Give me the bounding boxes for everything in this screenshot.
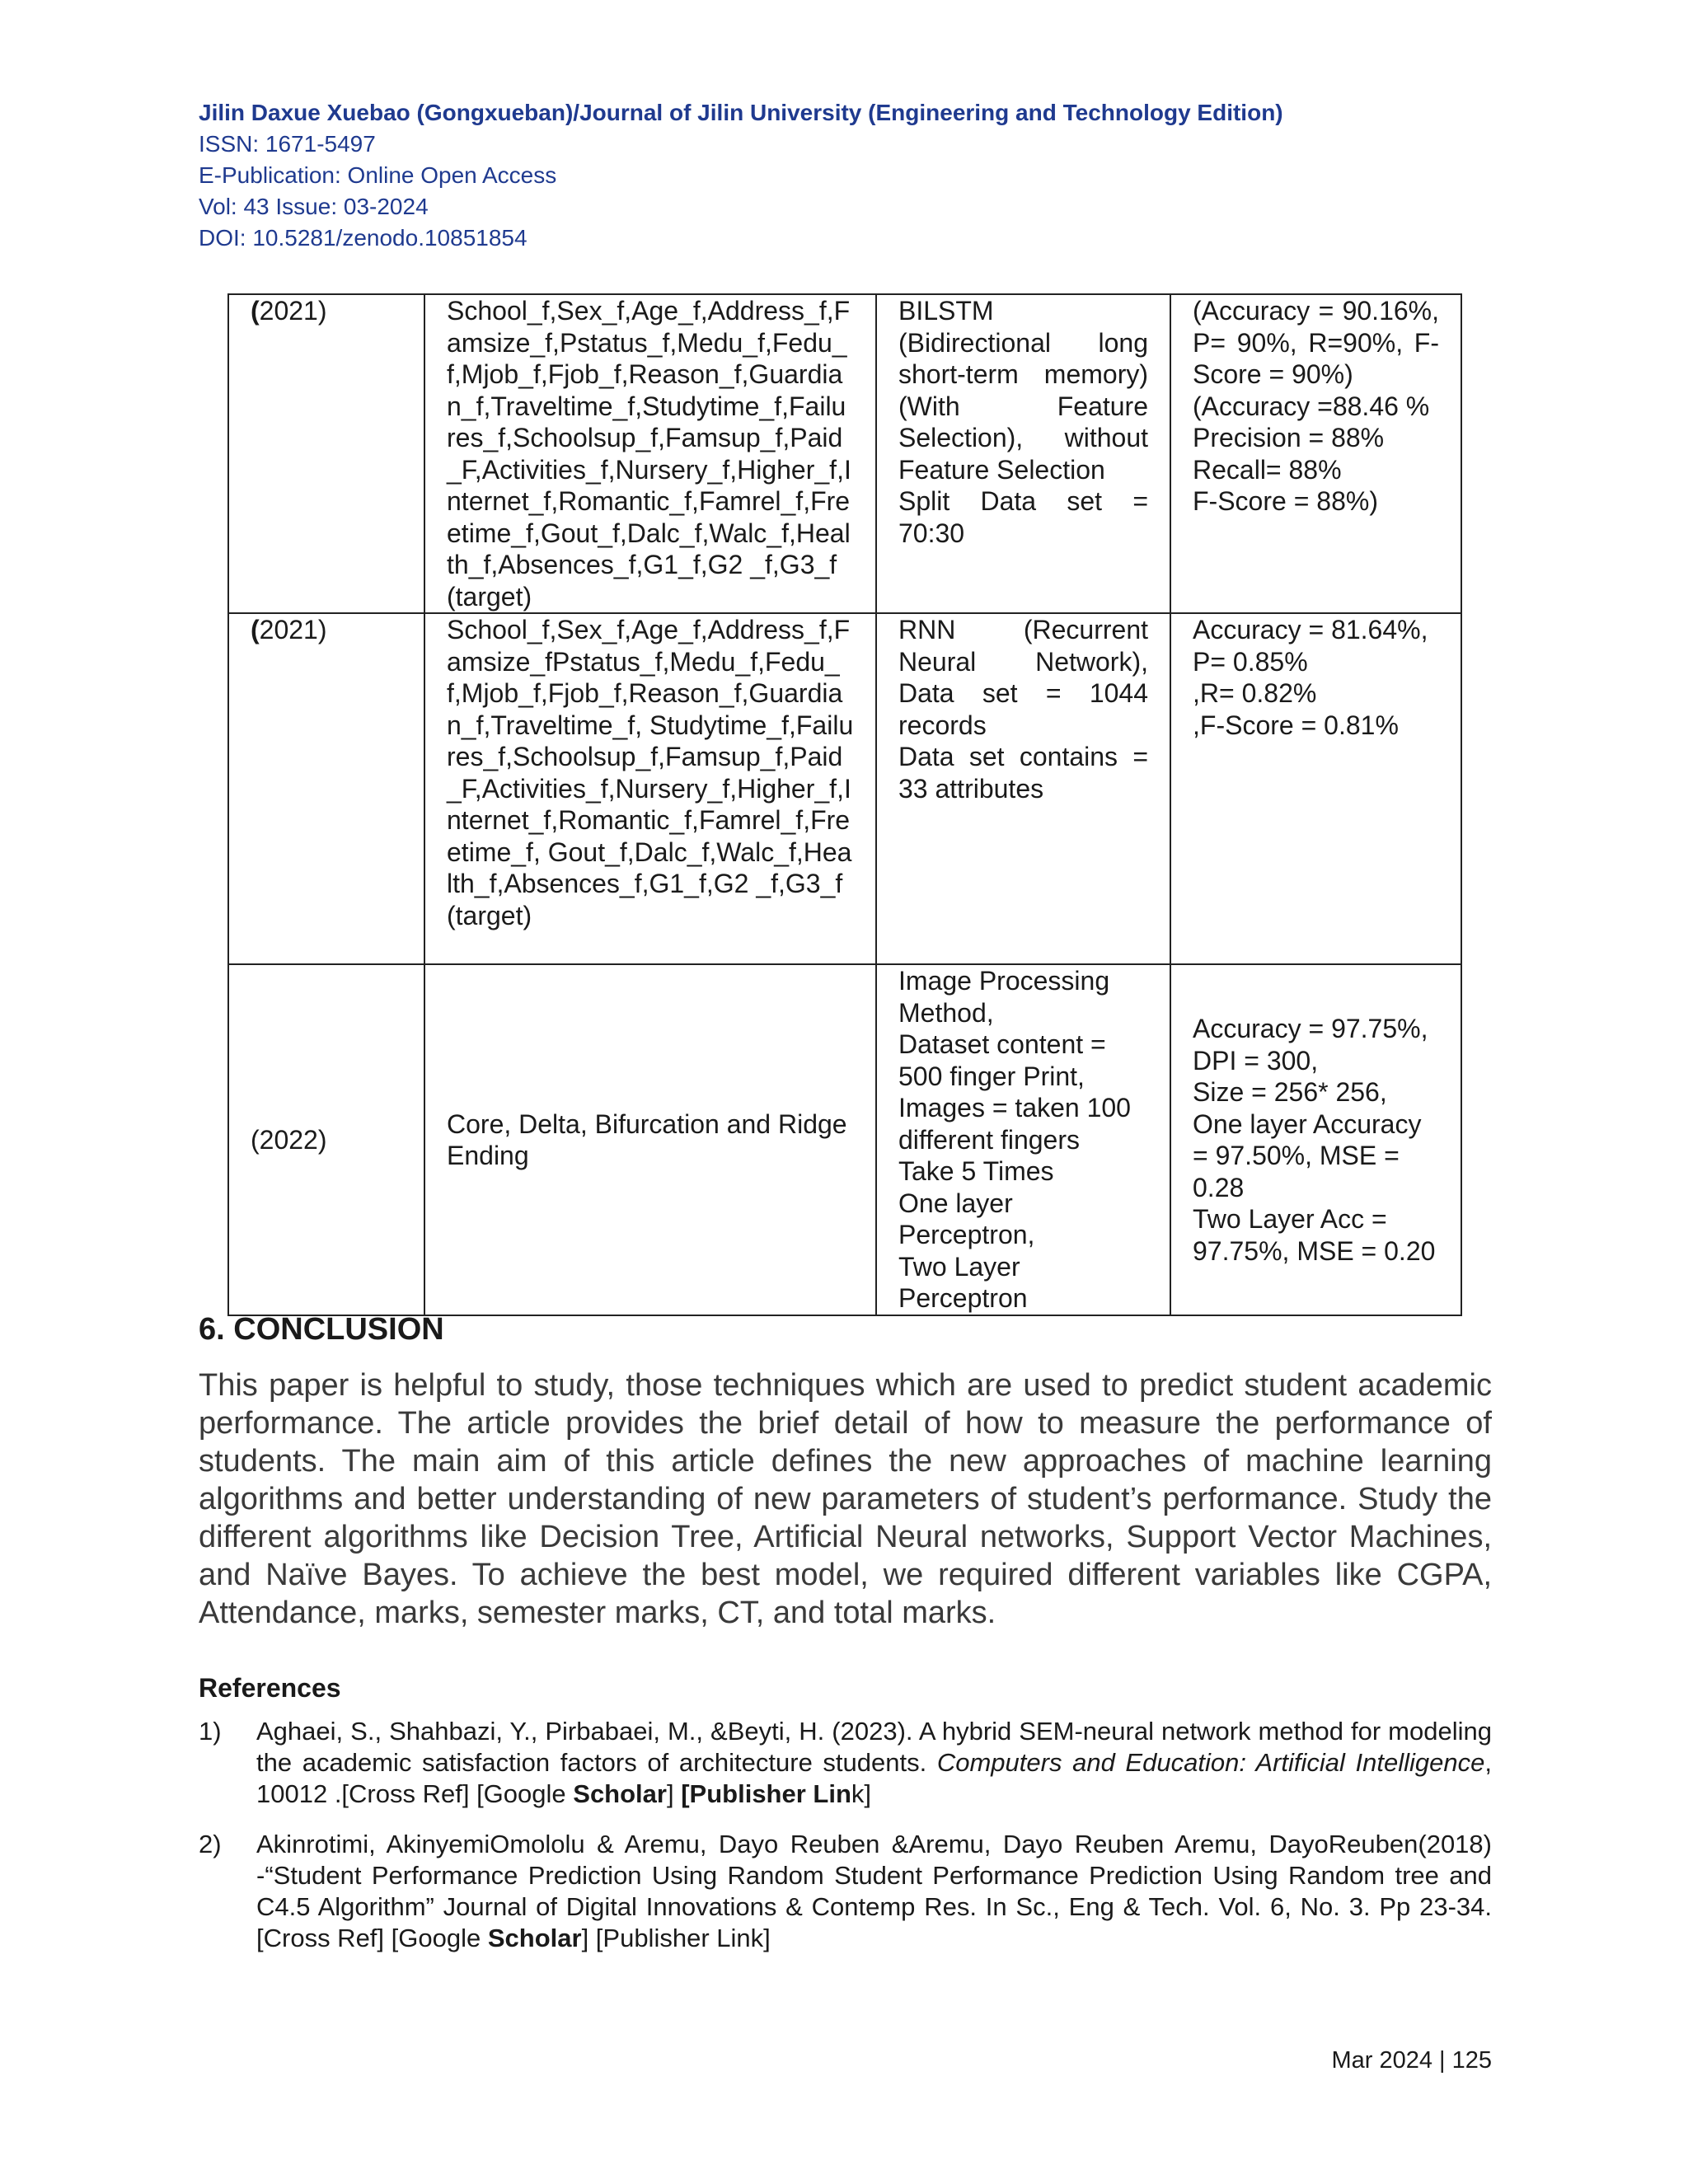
table-row bbox=[228, 613, 1461, 964]
results-cell: Accuracy = 81.64%, P= 0.85% ,R= 0.82% ,F-Score = 0.81% bbox=[1170, 613, 1461, 964]
page-footer: Mar 2024 | 125 bbox=[1331, 2047, 1492, 2074]
section-heading: 6. CONCLUSION bbox=[199, 1312, 444, 1347]
conclusion-paragraph: This paper is helpful to study, those techniques which are used to predict student academic performance. The article provides the brief detail of how to measure the performance of students. The main aim of this article defines the new approaches of machine learning algorithms and better understanding of new parameters of student’s performance. Study the different algorithms like Decision Tree, Artificial Neural networks, Support Vector Machines, and Naïve Bayes. To achieve the best model, we required different variables like CGPA, Attendance, marks, semester marks, CT, and total marks. bbox=[199, 1368, 1492, 1630]
references-heading: References bbox=[199, 1673, 341, 1703]
journal-issn: ISSN: 1671-5497 bbox=[199, 131, 376, 157]
journal-doi: DOI: 10.5281/zenodo.10851854 bbox=[199, 225, 528, 251]
google-scholar-link[interactable]: Scholar bbox=[487, 1924, 582, 1952]
features-cell: Core, Delta, Bifurcation and Ridge Ending bbox=[424, 964, 876, 1315]
journal-publication: E-Publication: Online Open Access bbox=[199, 162, 557, 188]
publisher-link[interactable]: [Publisher Lin bbox=[681, 1779, 851, 1808]
results-cell: Accuracy = 97.75%, DPI = 300, Size = 256* 256, One layer Accuracy = 97.50%, MSE = 0.28 Two Layer Acc = 97.75%, MSE = 0.20 bbox=[1170, 964, 1461, 1315]
reference-number: 1) bbox=[199, 1717, 222, 1746]
table-row bbox=[228, 294, 1461, 613]
journal-header bbox=[199, 97, 1517, 254]
reference-text: Aghaei, S., Shahbazi, Y., Pirbabaei, M., &Beyti, H. (2023). A hybrid SEM-neural network method for modeling the academic satisfaction factors of architecture students. Computers and Education: Artificial Intelligence, 10012 .[Cross Ref] [Google Scholar] [Publisher Link] bbox=[256, 1717, 1492, 1808]
journal-title: Jilin Daxue Xuebao (Gongxueban)/Journal of Jilin University (Engineering and Technology Edition) bbox=[199, 100, 1283, 125]
literature-table bbox=[227, 293, 1462, 1316]
method-cell: RNN (Recurrent Neural Network), Data set = 1044 records Data set contains = 33 attributes bbox=[876, 613, 1170, 964]
features-cell: School_f,Sex_f,Age_f,Address_f,Famsize_fPstatus_f,Medu_f,Fedu_f,Mjob_f,Fjob_f,Reason_f,Guardian_f,Traveltime_f, Studytime_f,Failures_f,Schoolsup_f,Famsup_f,Paid_F,Activities_f,Nursery_f,Higher_f,Internet_f,Romantic_f,Famrel_f,Freetime_f, Gout_f,Dalc_f,Walc_f,Health_f,Absences_f,G1_f,G2 _f,G3_f (target) bbox=[424, 613, 876, 964]
features-cell: School_f,Sex_f,Age_f,Address_f,Famsize_f,Pstatus_f,Medu_f,Fedu_f,Mjob_f,Fjob_f,Reason_f,Guardian_f,Traveltime_f,Studytime_f,Failures_f,Schoolsup_f,Famsup_f,Paid_F,Activities_f,Nursery_f,Higher_f,Internet_f,Romantic_f,Famrel_f,Freetime_f,Gout_f,Dalc_f,Walc_f,Health_f,Absences_f,G1_f,G2 _f,G3_f (target) bbox=[424, 294, 876, 613]
results-cell: (Accuracy = 90.16%, P= 90%, R=90%, F-Score = 90%) (Accuracy =88.46 % Precision = 88% Recall= 88% F-Score = 88%) bbox=[1170, 294, 1461, 613]
reference-text: Akinrotimi, AkinyemiOmololu & Aremu, Dayo Reuben &Aremu, Dayo Reuben Aremu, DayoReuben(2018) -“Student Performance Prediction Using Random Student Performance Prediction Using Random tree and C4.5 Algorithm” Journal of Digital Innovations & Contemp Res. In Sc., Eng & Tech. Vol. 6, No. 3. Pp 23-34. [Cross Ref] [Google Scholar] [Publisher Link] bbox=[256, 1830, 1492, 1952]
google-scholar-link[interactable]: Scholar bbox=[573, 1779, 667, 1808]
table-row bbox=[228, 964, 1461, 1315]
year-cell: (2021) bbox=[228, 294, 424, 613]
reference-item bbox=[199, 1716, 1492, 1810]
method-cell: Image Processing Method, Dataset content = 500 finger Print, Images = taken 100 different fingers Take 5 Times One layer Perceptron, Two Layer Perceptron bbox=[876, 964, 1170, 1315]
method-cell: BILSTM (Bidirectional long short-term memory) (With Feature Selection), without Feature Selection Split Data set = 70:30 bbox=[876, 294, 1170, 613]
journal-volume: Vol: 43 Issue: 03-2024 bbox=[199, 194, 429, 219]
reference-item bbox=[199, 1829, 1492, 1954]
year-cell: (2022) bbox=[228, 964, 424, 1315]
year-cell: (2021) bbox=[228, 613, 424, 964]
reference-number: 2) bbox=[199, 1830, 222, 1858]
reference-journal: Computers and Education: Artificial Intelligence bbox=[936, 1748, 1485, 1777]
